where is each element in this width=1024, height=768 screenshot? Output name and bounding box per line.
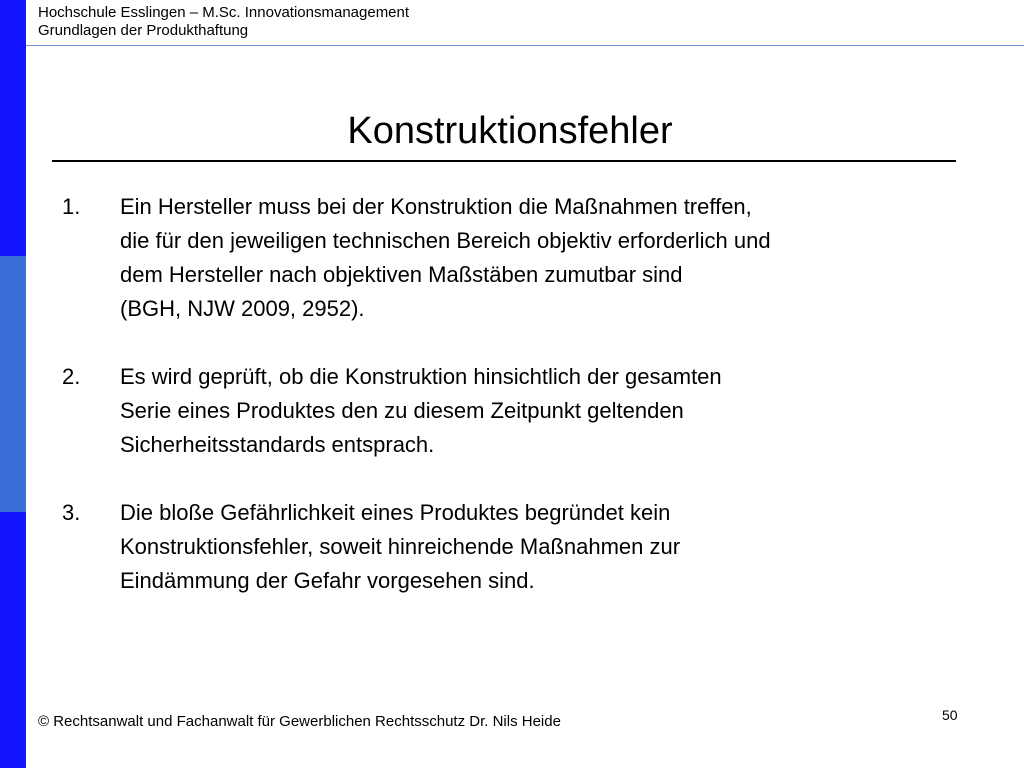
- list-item-text: Die bloße Gefährlichkeit eines Produktes begründet kein Konstruktionsfehler, soweit hinreichende Maßnahmen zur Eindämmung der Gefahr vorgesehen sind.: [120, 500, 681, 593]
- title-underline: [52, 160, 956, 162]
- list-item: [62, 496, 962, 598]
- list-item-number: 1.: [62, 194, 81, 219]
- list-item-text: Ein Hersteller muss bei der Konstruktion die Maßnahmen treffen, die für den jeweiligen technischen Bereich objektiv erforderlich und dem Hersteller nach objektiven Maßstäben zumutbar sind (BGH, NJW 2009, 2952).: [120, 194, 771, 321]
- list-item: [62, 360, 962, 462]
- header-divider: [26, 45, 1024, 46]
- page-number: 50: [942, 707, 958, 723]
- list-item-number: 3.: [62, 500, 81, 525]
- accent-bar-segment-middle: [0, 256, 26, 512]
- header-institution: Hochschule Esslingen – M.Sc. Innovationsmanagement: [38, 4, 410, 21]
- slide-footer: © Rechtsanwalt und Fachanwalt für Gewerblichen Rechtsschutz Dr. Nils Heide: [38, 713, 561, 730]
- accent-bar-segment-top: [0, 0, 26, 256]
- header-course: Grundlagen der Produkthaftung: [38, 22, 249, 39]
- accent-bar-segment-bottom: [0, 512, 26, 768]
- slide-header: [38, 4, 409, 40]
- numbered-list: [62, 190, 962, 598]
- slide-title: Konstruktionsfehler: [347, 110, 673, 152]
- left-accent-bar: [0, 0, 26, 768]
- list-item-text: Es wird geprüft, ob die Konstruktion hinsichtlich der gesamten Serie eines Produktes den zu diesem Zeitpunkt geltenden Sicherheitsstandards entsprach.: [120, 364, 722, 457]
- list-item-number: 2.: [62, 364, 81, 389]
- list-item: [62, 190, 962, 326]
